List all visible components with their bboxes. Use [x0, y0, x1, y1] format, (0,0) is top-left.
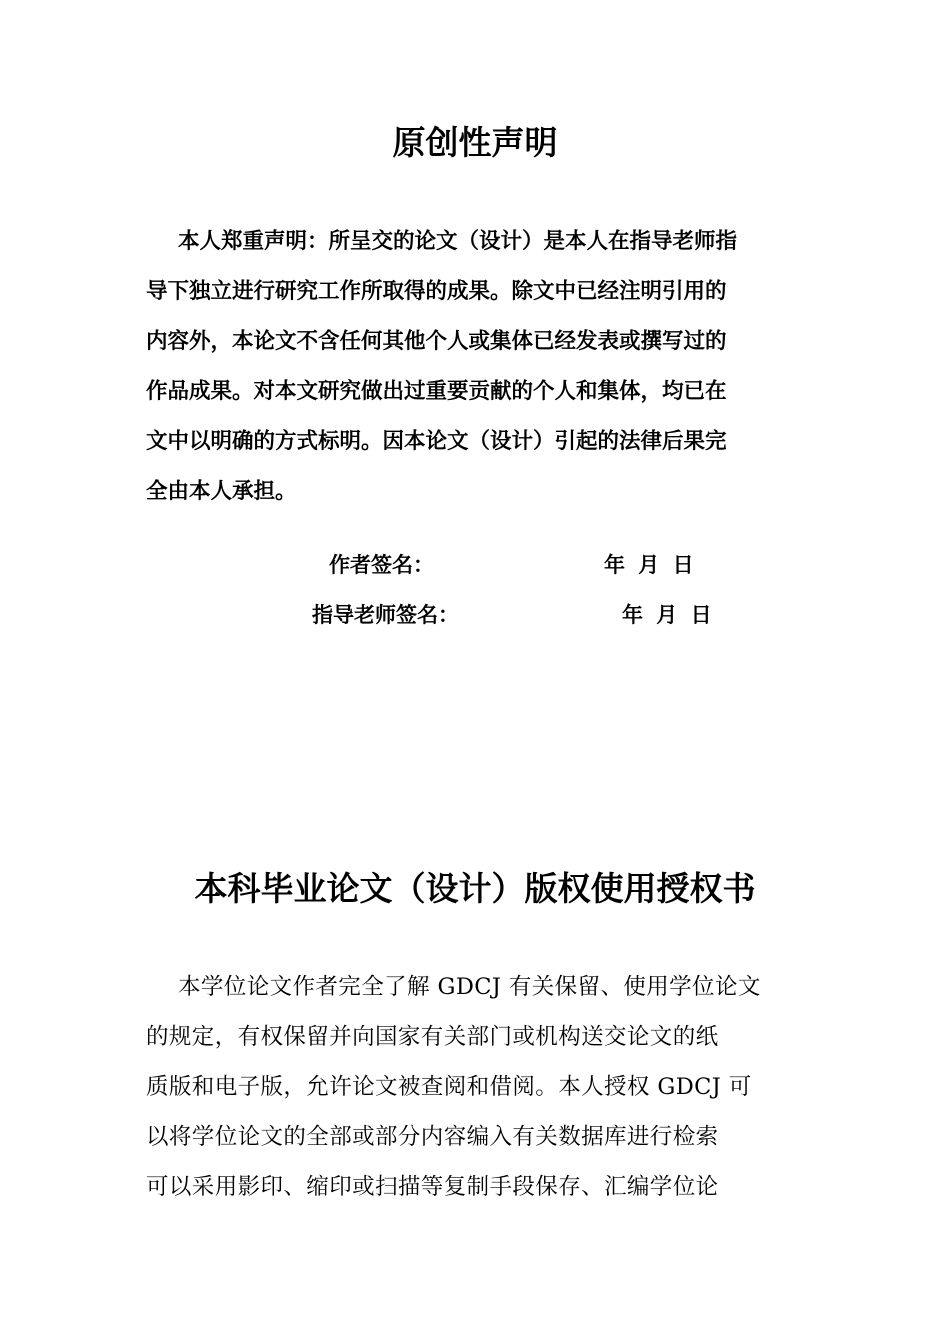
advisor-signature-date: 年 月 日: [622, 603, 712, 627]
advisor-signature-label: 指导老师签名：: [312, 603, 459, 627]
authorization-line: 可以采用影印、缩印或扫描等复制手段保存、汇编学位论: [146, 1174, 719, 1200]
author-signature-label: 作者签名：: [329, 553, 434, 577]
authorization-line: 的规定，有权保留并向国家有关部门或机构送交论文的纸: [146, 1024, 719, 1050]
declaration-title: 原创性声明: [392, 123, 558, 162]
declaration-line: 全由本人承担。: [146, 479, 297, 504]
author-signature-date: 年 月 日: [604, 553, 694, 577]
declaration-paragraph: [146, 217, 806, 517]
declaration-line: 导下独立进行研究工作所取得的成果。除文中已经注明引用的: [146, 279, 727, 304]
declaration-line: 作品成果。对本文研究做出过重要贡献的个人和集体，均已在: [146, 379, 727, 404]
authorization-line: 质版和电子版，允许论文被查阅和借阅。本人授权 GDCJ 可: [146, 1074, 752, 1100]
authorization-line: 本学位论文作者完全了解 GDCJ 有关保留、使用学位论文: [178, 974, 761, 1000]
declaration-line: 文中以明确的方式标明。因本论文（设计）引起的法律后果完: [146, 429, 727, 454]
declaration-line: 本人郑重声明：所呈交的论文（设计）是本人在指导老师指: [178, 229, 738, 254]
authorization-title: 本科毕业论文（设计）版权使用授权书: [194, 869, 756, 908]
authorization-paragraph: [146, 962, 806, 1212]
authorization-line: 以将学位论文的全部或部分内容编入有关数据库进行检索: [146, 1124, 719, 1150]
declaration-line: 内容外，本论文不含任何其他个人或集体已经发表或撰写过的: [146, 329, 727, 354]
